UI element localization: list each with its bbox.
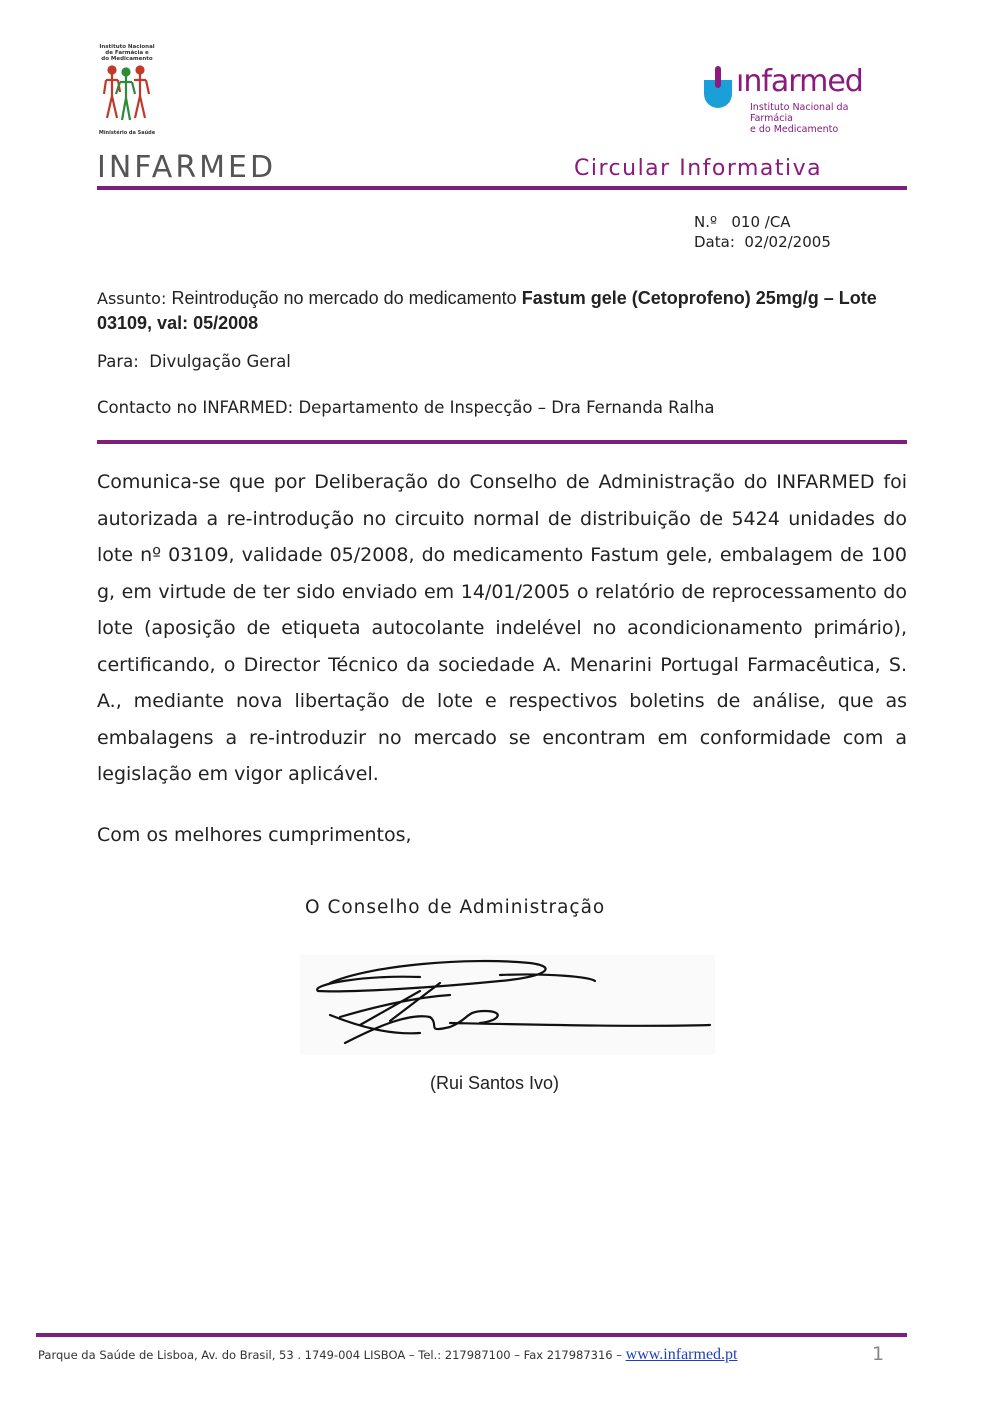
brand-sub-line-1: Instituto Nacional da Farmácia bbox=[750, 102, 849, 124]
document-type: Circular Informativa bbox=[574, 156, 823, 181]
footer-address bbox=[38, 1346, 738, 1364]
subject-text: Reintrodução no mercado do medicamento bbox=[171, 288, 517, 308]
brand-subtitle bbox=[750, 102, 890, 135]
page-number: 1 bbox=[872, 1343, 885, 1365]
circular-date: Data: 02/02/2005 bbox=[694, 233, 831, 251]
footer-divider bbox=[36, 1333, 907, 1337]
logo-line-2: de Farmácia e bbox=[105, 50, 149, 56]
circular-meta bbox=[694, 212, 831, 252]
infarmed-logo bbox=[700, 64, 890, 134]
recipient-line: Para: Divulgação Geral bbox=[97, 352, 291, 371]
subject-label: Assunto: bbox=[97, 289, 167, 308]
brand-wordmark: ınfarmed bbox=[736, 64, 863, 99]
body-paragraph: Comunica-se que por Deliberação do Conselho de Administração do INFARMED foi autorizada a re-introdução no circuito normal de distribuição de 5424 unidades do lote nº 03109, validade 05/2008, do medicamento Fastum gele, embalagem de 100 g, em virtude de ter sido enviado em 14/01/2005 o relatório de reprocessamento do lote (aposição de etiqueta autocolante indelével no acondicionamento primário), certificando, o Director Técnico da sociedade A. Menarini Portugal Farmacêutica, S. A., mediante nova libertação de lote e respectivos boletins de análise, que as embalagens a re-introduzir no mercado se encontram em conformidade com a legislação em vigor aplicável. bbox=[97, 471, 907, 785]
logo-line-3: do Medicamento bbox=[101, 56, 153, 62]
council-line: O Conselho de Administração bbox=[305, 897, 606, 918]
infarmed-emblem-icon bbox=[700, 66, 736, 110]
logo-line-1: Instituto Nacional bbox=[99, 44, 155, 50]
signatory-name: (Rui Santos Ivo) bbox=[430, 1073, 560, 1093]
section-divider bbox=[97, 440, 907, 444]
closing-line: Com os melhores cumprimentos, bbox=[97, 824, 412, 846]
contact-line: Contacto no INFARMED: Departamento de Inspecção – Dra Fernanda Ralha bbox=[97, 398, 715, 417]
circular-number: N.º 010 /CA bbox=[694, 213, 791, 231]
figures-emblem-icon bbox=[102, 62, 152, 124]
handwritten-signature bbox=[300, 955, 715, 1055]
footer-address-text: Parque da Saúde de Lisboa, Av. do Brasil, 53 . 1749-004 LISBOA – Tel.: 217987100 – Fax 217987316 – bbox=[38, 1348, 623, 1362]
ministry-logo bbox=[96, 44, 158, 136]
header-divider bbox=[97, 186, 907, 190]
brand-sub-line-2: e do Medicamento bbox=[750, 124, 839, 135]
logo-ministry: Ministério da Saúde bbox=[98, 130, 156, 136]
subject-bold: Fastum gele (Cetoprofeno) 25mg/g – Lote 03109, val: 05/2008 bbox=[97, 288, 877, 333]
page-title: INFARMED bbox=[97, 150, 277, 185]
website-link[interactable]: www.infarmed.pt bbox=[625, 1346, 738, 1363]
subject-block bbox=[97, 286, 907, 336]
